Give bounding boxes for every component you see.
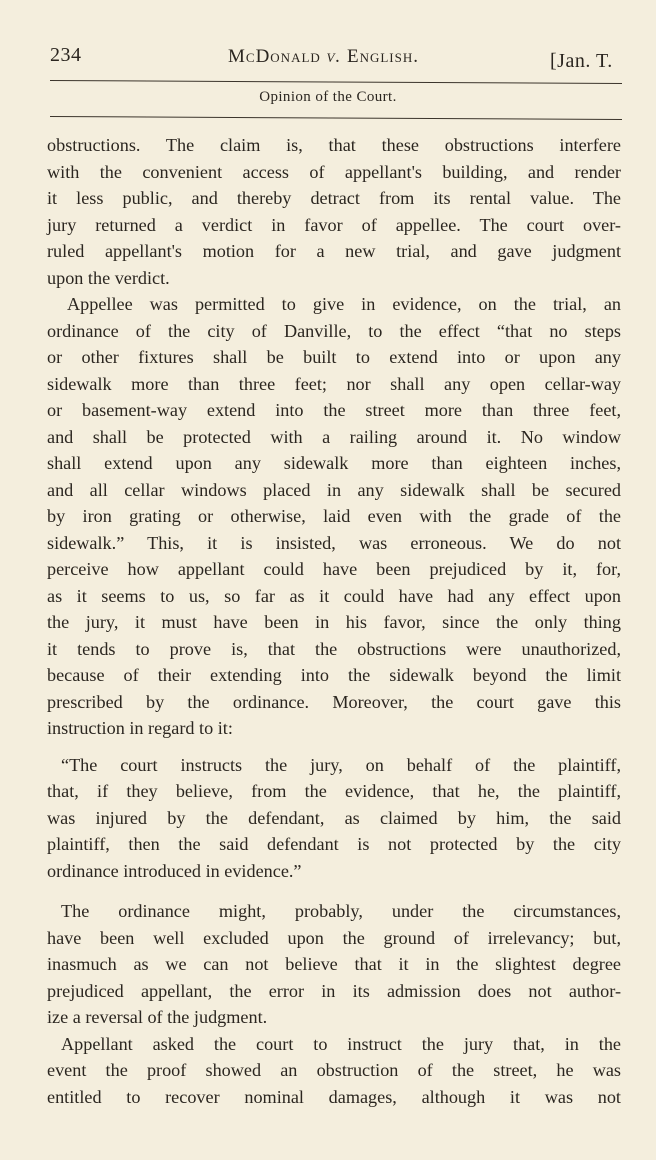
text-line: because of their extending into the sidewalk beyond the limit: [47, 665, 621, 685]
running-title: [228, 46, 419, 68]
text-line: prejudiced appellant, the error in its admission does not author-: [47, 980, 621, 1001]
header-rule-top: [50, 80, 622, 84]
header-rule-bottom: [50, 116, 622, 120]
text-line: as it seems to us, so far as it could have had any effect upon: [47, 585, 621, 606]
block-spacer: [47, 884, 621, 898]
running-title-v: v.: [326, 46, 342, 67]
running-title-suffix: English.: [341, 46, 420, 67]
body-text: [47, 132, 621, 1110]
text-line: The ordinance might, probably, under the circumstances,: [61, 901, 621, 921]
quote-line: that, if they believe, from the evidence, that he, the plaintiff,: [47, 781, 621, 801]
quote-line: was injured by the defendant, as claimed by him, the said: [47, 807, 621, 828]
text-line: by iron grating or otherwise, laid even with the grade of the: [47, 506, 621, 526]
text-line: ize a reversal of the judgment.: [47, 1007, 268, 1027]
page-number: 234: [50, 44, 82, 66]
text-line: with the convenient access of appellant's building, and render: [47, 161, 621, 182]
text-line: the jury, it must have been in his favor, since the only thing: [47, 612, 621, 632]
block-spacer: [47, 742, 621, 752]
text-line: Appellant asked the court to instruct the jury that, in the: [61, 1033, 621, 1054]
text-line: Appellee was permitted to give in evidence, on the trial, an: [67, 294, 621, 314]
text-line: perceive how appellant could have been prejudiced by it, for,: [47, 559, 621, 579]
text-line: it tends to prove is, that the obstructions were unauthorized,: [47, 638, 621, 659]
text-line: jury returned a verdict in favor of appellee. The court over-: [47, 214, 621, 235]
term-label: [Jan. T.: [550, 50, 613, 72]
text-line: shall extend upon any sidewalk more than eighteen inches,: [47, 453, 621, 473]
text-line: obstructions. The claim is, that these obstructions interfere: [47, 135, 621, 155]
text-line: ruled appellant's motion for a new trial, and gave judgment: [47, 241, 621, 261]
text-line: sidewalk.” This, it is insisted, was erroneous. We do not: [47, 532, 621, 553]
text-line: event the proof showed an obstruction of the street, he was: [47, 1060, 621, 1080]
text-line: entitled to recover nominal damages, although it was not: [47, 1086, 621, 1107]
text-line: upon the verdict.: [47, 267, 170, 288]
text-line: or basement-way extend into the street more than three feet,: [47, 400, 621, 420]
quote-line: ordinance introduced in evidence.”: [47, 860, 302, 881]
text-line: inasmuch as we can not believe that it in the slightest degree: [47, 954, 621, 974]
text-line: have been well excluded upon the ground of irrelevancy; but,: [47, 927, 621, 948]
text-line: prescribed by the ordinance. Moreover, the court gave this: [47, 691, 621, 712]
text-line: ordinance of the city of Danville, to the effect “that no steps: [47, 320, 621, 341]
text-line: sidewalk more than three feet; nor shall any open cellar-way: [47, 373, 621, 394]
text-line: instruction in regard to it:: [47, 718, 233, 738]
text-line: or other fixtures shall be built to extend into or upon any: [47, 347, 621, 367]
text-line: and shall be protected with a railing around it. No window: [47, 426, 621, 447]
subheading: Opinion of the Court.: [259, 89, 397, 105]
text-line: it less public, and thereby detract from its rental value. The: [47, 188, 621, 208]
quote-line: plaintiff, then the said defendant is not protected by the city: [47, 834, 621, 854]
text-line: and all cellar windows placed in any sidewalk shall be secured: [47, 479, 621, 500]
quote-line: “The court instructs the jury, on behalf of the plaintiff,: [61, 754, 621, 775]
running-title-prefix: McDonald: [228, 46, 327, 67]
